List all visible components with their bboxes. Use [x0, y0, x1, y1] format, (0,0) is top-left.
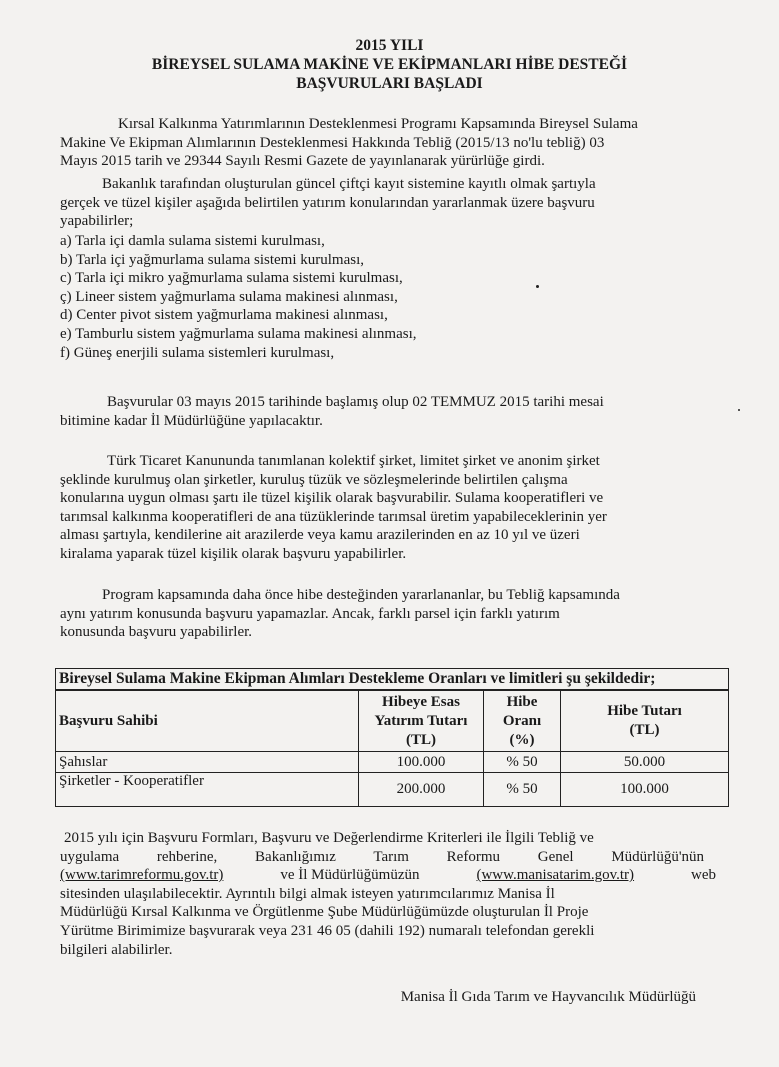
header-grant-rate: Hibe Oranı (%) — [484, 690, 561, 752]
title-line-1: 2015 YILI — [355, 37, 424, 54]
scan-speck — [536, 285, 539, 288]
scan-speck — [738, 409, 740, 411]
text-line: Mayıs 2015 tarih ve 29344 Sayılı Resmi Gazete de yayınlanarak yürürlüğe girdi. — [60, 153, 545, 170]
text-line: yapabilirler; — [60, 213, 134, 230]
table-row — [56, 752, 729, 773]
list-item: c) Tarla içi mikro yağmurlama sulama sistemi kurulması, — [60, 270, 403, 287]
document-title — [0, 36, 779, 93]
text-line: şeklinde kurulmuş olan şirketler, kuruluş tüzük ve sözleşmelerinde belirtilen çalışma — [60, 471, 568, 488]
text-line: Makine Ve Ekipman Alımlarının Desteklenmesi Hakkında Tebliğ (2015/13 no'lu tebliğ) 03 — [60, 134, 605, 151]
list-item: a) Tarla içi damla sulama sistemi kurulması, — [60, 233, 325, 249]
header-grant-amount: Hibe Tutarı (TL) — [561, 690, 729, 752]
text-line: Müdürlüğü Kırsal Kalkınma ve Örgütlenme Şube Müdürlüğümüzde oluşturulan İl Proje — [60, 904, 589, 921]
title-line-2: BİREYSEL SULAMA MAKİNE VE EKİPMANLARI HİBE DESTEĞİ — [151, 56, 628, 73]
investment-list — [60, 232, 417, 362]
dates-paragraph — [60, 393, 716, 430]
text-line: Kırsal Kalkınma Yatırımlarının Desteklenmesi Programı Kapsamında Bireysel Sulama — [118, 116, 638, 132]
text-line: konusunda başvuru yapabilirler. — [60, 624, 253, 641]
text-line: Yürütme Birimimize başvurarak veya 231 46 05 (dahili 192) numaralı telefondan gerekli — [60, 922, 595, 939]
title-line-3: BAŞVURULARI BAŞLADI — [296, 75, 483, 92]
cell-base-amount: 200.000 — [359, 773, 484, 807]
list-item: ç) Lineer sistem yağmurlama sulama makinesi alınması, — [60, 288, 398, 305]
cell-grant-amount: 100.000 — [561, 773, 729, 807]
text-line: uygulama rehberine, Bakanlığımız Tarım Reformu Genel Müdürlüğü'nün — [60, 848, 705, 865]
text-line: konularına uygun olması şartı ile tüzel kişilik olarak başvurabilir. Sulama kooperatifleri ve — [60, 490, 604, 507]
text-line: gerçek ve tüzel kişiler aşağıda belirtilen yatırım konularından yararlanmak üzere başvuru — [60, 194, 595, 211]
list-item: e) Tamburlu sistem yağmurlama sulama makinesi alınması, — [60, 325, 417, 342]
previous-grant-paragraph — [60, 586, 716, 642]
text-line: Başvurular 03 mayıs 2015 tarihinde başlamış olup 02 TEMMUZ 2015 tarihi mesai — [107, 394, 604, 410]
text-line: Türk Ticaret Kanununda tanımlanan kolektif şirket, limitet şirket ve anonim şirket — [107, 453, 600, 469]
header-applicant: Başvuru Sahibi — [56, 690, 359, 752]
text-line: Program kapsamında daha önce hibe desteğinden yararlananlar, bu Tebliğ kapsamında — [102, 587, 620, 603]
text-line: 2015 yılı için Başvuru Formları, Başvuru ve Değerlendirme Kriterleri ile İlgili Tebliğ ve — [64, 830, 594, 846]
cell-grant-rate: % 50 — [484, 752, 561, 773]
text-line: Bakanlık tarafından oluşturulan güncel çiftçi kayıt sistemine kayıtlı olmak şartıyla — [102, 176, 596, 192]
text-line: kiralama yaparak tüzel kişilik olarak başvuru yapabilirler. — [60, 545, 407, 562]
intro-paragraph — [60, 115, 716, 171]
cell-grant-rate: % 50 — [484, 773, 561, 807]
list-item: f) Güneş enerjili sulama sistemleri kurulması, — [60, 344, 335, 361]
cell-applicant: Şahıslar — [56, 752, 359, 773]
list-item: b) Tarla içi yağmurlama sulama sistemi kurulması, — [60, 251, 365, 268]
text-line: tarımsal kalkınma kooperatifleri de ana tüzüklerinde tarımsal üretim yapabileceklerinin yer — [60, 508, 607, 525]
text-line: sitesinden ulaşılabilecektir. Ayrıntılı bilgi almak isteyen yatırımcılarımız Manisa İl — [60, 885, 555, 902]
cell-applicant: Şirketler - Kooperatifler — [56, 773, 359, 807]
text-line: bitimine kadar İl Müdürlüğüne yapılacaktır. — [60, 412, 323, 429]
companies-paragraph — [60, 452, 716, 564]
header-base-amount: Hibeye Esas Yatırım Tutarı (TL) — [359, 690, 484, 752]
table-caption: Bireysel Sulama Makine Ekipman Alımları Destekleme Oranları ve limitleri şu şekildedir; — [56, 669, 729, 691]
list-item: d) Center pivot sistem yağmurlama makinesi alınması, — [60, 307, 388, 324]
text-line: alması şartıyla, kendilerine ait arazilerde veya kamu arazilerinden en az 10 yıl ve üzeri — [60, 527, 580, 544]
manisatarim-link[interactable]: (www.manisatarim.gov.tr) — [476, 867, 635, 884]
text-line: (www.tarimreformu.gov.tr) ve İl Müdürlüğümüzün (www.manisatarim.gov.tr) web — [60, 867, 716, 884]
eligibility-paragraph — [60, 175, 716, 231]
cell-grant-amount: 50.000 — [561, 752, 729, 773]
cell-base-amount: 100.000 — [359, 752, 484, 773]
signature: Manisa İl Gıda Tarım ve Hayvancılık Müdürlüğü — [400, 989, 696, 1005]
table-row — [56, 773, 729, 807]
tarimreformu-link[interactable]: (www.tarimreformu.gov.tr) — [60, 867, 224, 884]
text-line: aynı yatırım konusunda başvuru yapamazlar. Ancak, farklı parsel için farklı yatırım — [60, 605, 560, 622]
grant-rates-table — [55, 668, 729, 807]
text-line: bilgileri alabilirler. — [60, 941, 173, 958]
closing-paragraph — [60, 829, 716, 959]
